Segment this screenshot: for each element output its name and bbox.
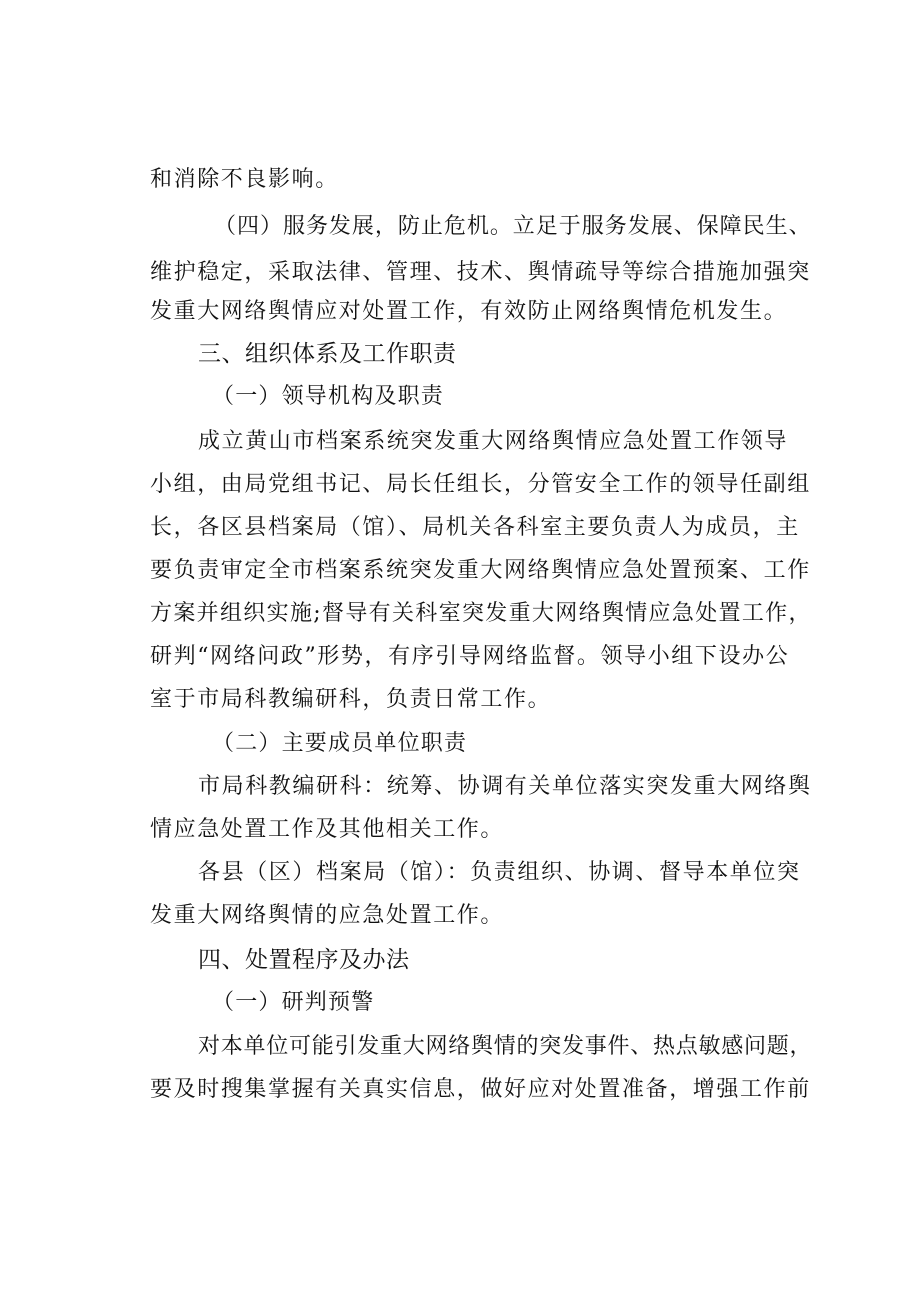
- text-line: 市局科教编研科：统筹、协调有关单位落实突发重大网络舆: [198, 774, 812, 799]
- text-line: 研判“网络问政”形势，有序引导网络监督。领导小组下设办公: [150, 644, 790, 669]
- text-line: 要及时搜集掌握有关真实信息，做好应对处置准备，增强工作前: [150, 1077, 811, 1102]
- text-line: 情应急处置工作及其他相关工作。: [150, 817, 505, 842]
- subsection-heading: （一）领导机构及职责: [212, 384, 445, 409]
- text-line: 要负责审定全市档案系统突发重大网络舆情应急处置预案、工作: [150, 558, 811, 583]
- text-line: 发重大网络舆情应对处置工作，有效防止网络舆情危机发生。: [150, 299, 788, 324]
- text-line: 和消除不良影响。: [150, 167, 339, 192]
- text-line: 对本单位可能引发重大网络舆情的突发事件、热点敏感问题，: [198, 1034, 813, 1059]
- subsection-heading: （一）研判预警: [212, 990, 375, 1015]
- text-line: 成立黄山市档案系统突发重大网络舆情应急处置工作领导: [198, 429, 789, 454]
- text-line: 室于市局科教编研科，负责日常工作。: [150, 687, 552, 712]
- text-line: 维护稳定，采取法律、管理、技术、舆情疏导等综合措施加强突: [150, 260, 811, 285]
- text-line: 发重大网络舆情的应急处置工作。: [150, 903, 505, 928]
- subsection-heading: （二）主要成员单位职责: [212, 731, 468, 756]
- section-heading: 四、处置程序及办法: [198, 947, 410, 973]
- text-line: 各县（区）档案局（馆）：负责组织、协调、督导本单位突: [198, 860, 801, 885]
- section-heading: 三、组织体系及工作职责: [198, 341, 457, 367]
- text-line: （四）服务发展，防止危机。立足于服务发展、保障民生、: [214, 214, 812, 239]
- text-line: 小组，由局党组书记、局长任组长，分管安全工作的领导任副组: [150, 472, 811, 497]
- text-line: 方案并组织实施;督导有关科室突发重大网络舆情应急处置工作，: [150, 601, 812, 626]
- text-line: 长，各区县档案局（馆）、局机关各科室主要负责人为成员，主: [150, 515, 800, 540]
